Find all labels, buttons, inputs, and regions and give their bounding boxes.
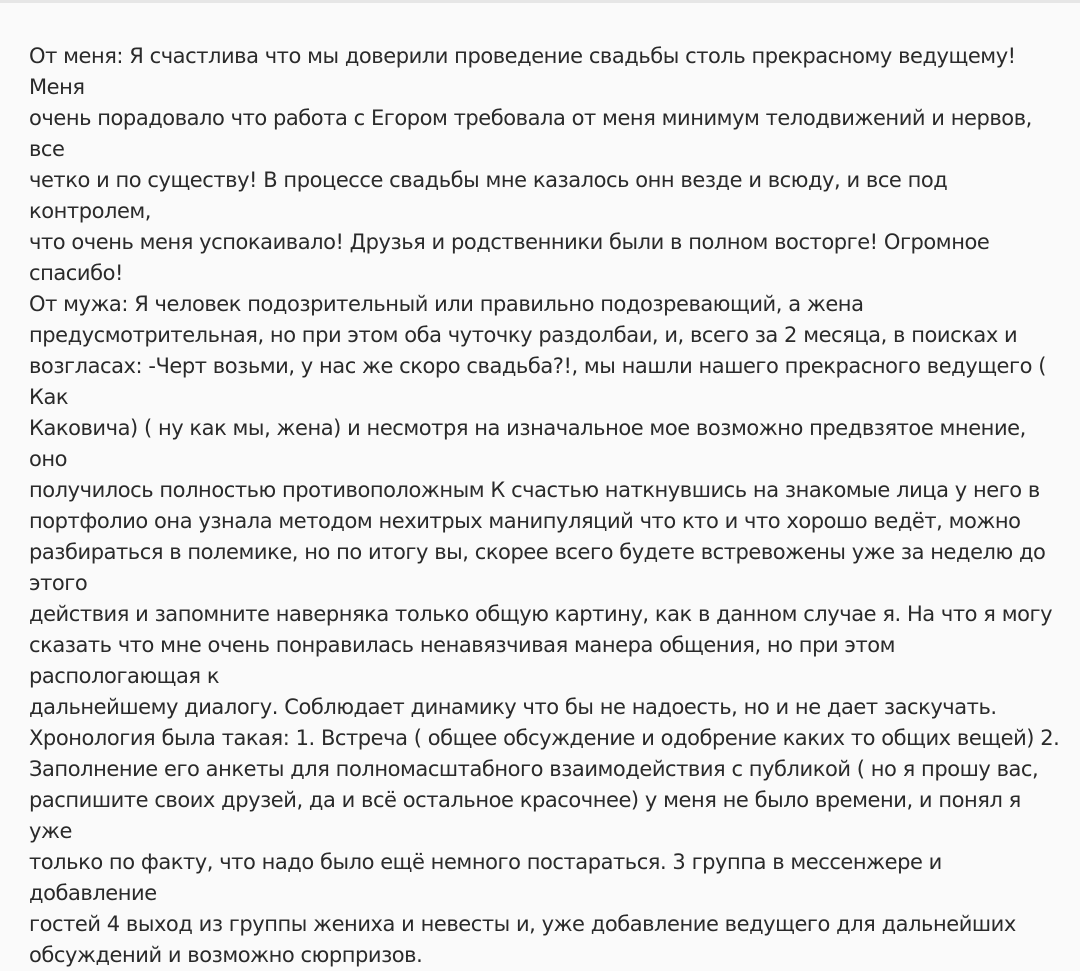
review-line: Заполнение его анкеты для полномасштабного взаимодействия с публикой ( но я прошу вас, xyxy=(29,757,1039,781)
review-line: предусмотрительная, но при этом оба чуточку раздолбаи, и, всего за 2 месяца, в поисках и xyxy=(29,323,1018,347)
review-line: очень порадовало что работа с Егором требовала от меня минимум телодвижений и нервов, все xyxy=(29,106,1039,161)
review-line: обсуждений и возможно сюрпризов. xyxy=(29,943,423,967)
review-line: От мужа: Я человек подозрительный или правильно подозревающий, а жена xyxy=(29,292,864,316)
review-line: четко и по существу! В процессе свадьбы мне казалось онн везде и всюду, и все под контролем, xyxy=(29,168,954,223)
review-line: только по факту, что надо было ещё немного постараться. 3 группа в мессенжере и добавление xyxy=(29,850,949,905)
review-line: получилось полностью противоположным К счастью наткнувшись на знакомые лица у него в xyxy=(29,478,1040,502)
review-line: сказать что мне очень понравилась ненавязчивая манера общения, но при этом распологающая к xyxy=(29,633,902,688)
review-line: что очень меня успокаивало! Друзья и родственники были в полном восторге! Огромное спасибо! xyxy=(29,230,996,285)
review-line: гостей 4 выход из группы жениха и невесты и, уже добавление ведущего для дальнейших xyxy=(29,912,1016,936)
review-card xyxy=(0,3,1080,967)
review-line: действия и запомните наверняка только общую картину, как в данном случае я. На что я могу xyxy=(29,602,1053,626)
review-line: Каковича) ( ну как мы, жена) и несмотря на изначальное мое возможно предвзятое мнение, оно xyxy=(29,416,1033,471)
review-line: разбираться в полемике, но по итогу вы, скорее всего будете встревожены уже за неделю до этого xyxy=(29,540,1052,595)
review-text xyxy=(29,41,1060,971)
review-line: дальнейшему диалогу. Соблюдает динамику что бы не надоесть, но и не дает заскучать. xyxy=(29,695,997,719)
review-line: распишите своих друзей, да и всё остальное красочнее) у меня не было времени, и понял я уже xyxy=(29,788,1028,843)
review-line: От меня: Я счастлива что мы доверили проведение свадьбы столь прекрасному ведущему! Меня xyxy=(29,44,1022,99)
review-line: возгласах: -Черт возьми, у нас же скоро свадьба?!, мы нашли нашего прекрасного ведущего ( Как xyxy=(29,354,1053,409)
review-line: портфолио она узнала методом нехитрых манипуляций что кто и что хорошо ведёт, можно xyxy=(29,509,1021,533)
review-line: Хронология была такая: 1. Встреча ( общее обсуждение и одобрение каких то общих вещей) 2. xyxy=(29,726,1060,750)
